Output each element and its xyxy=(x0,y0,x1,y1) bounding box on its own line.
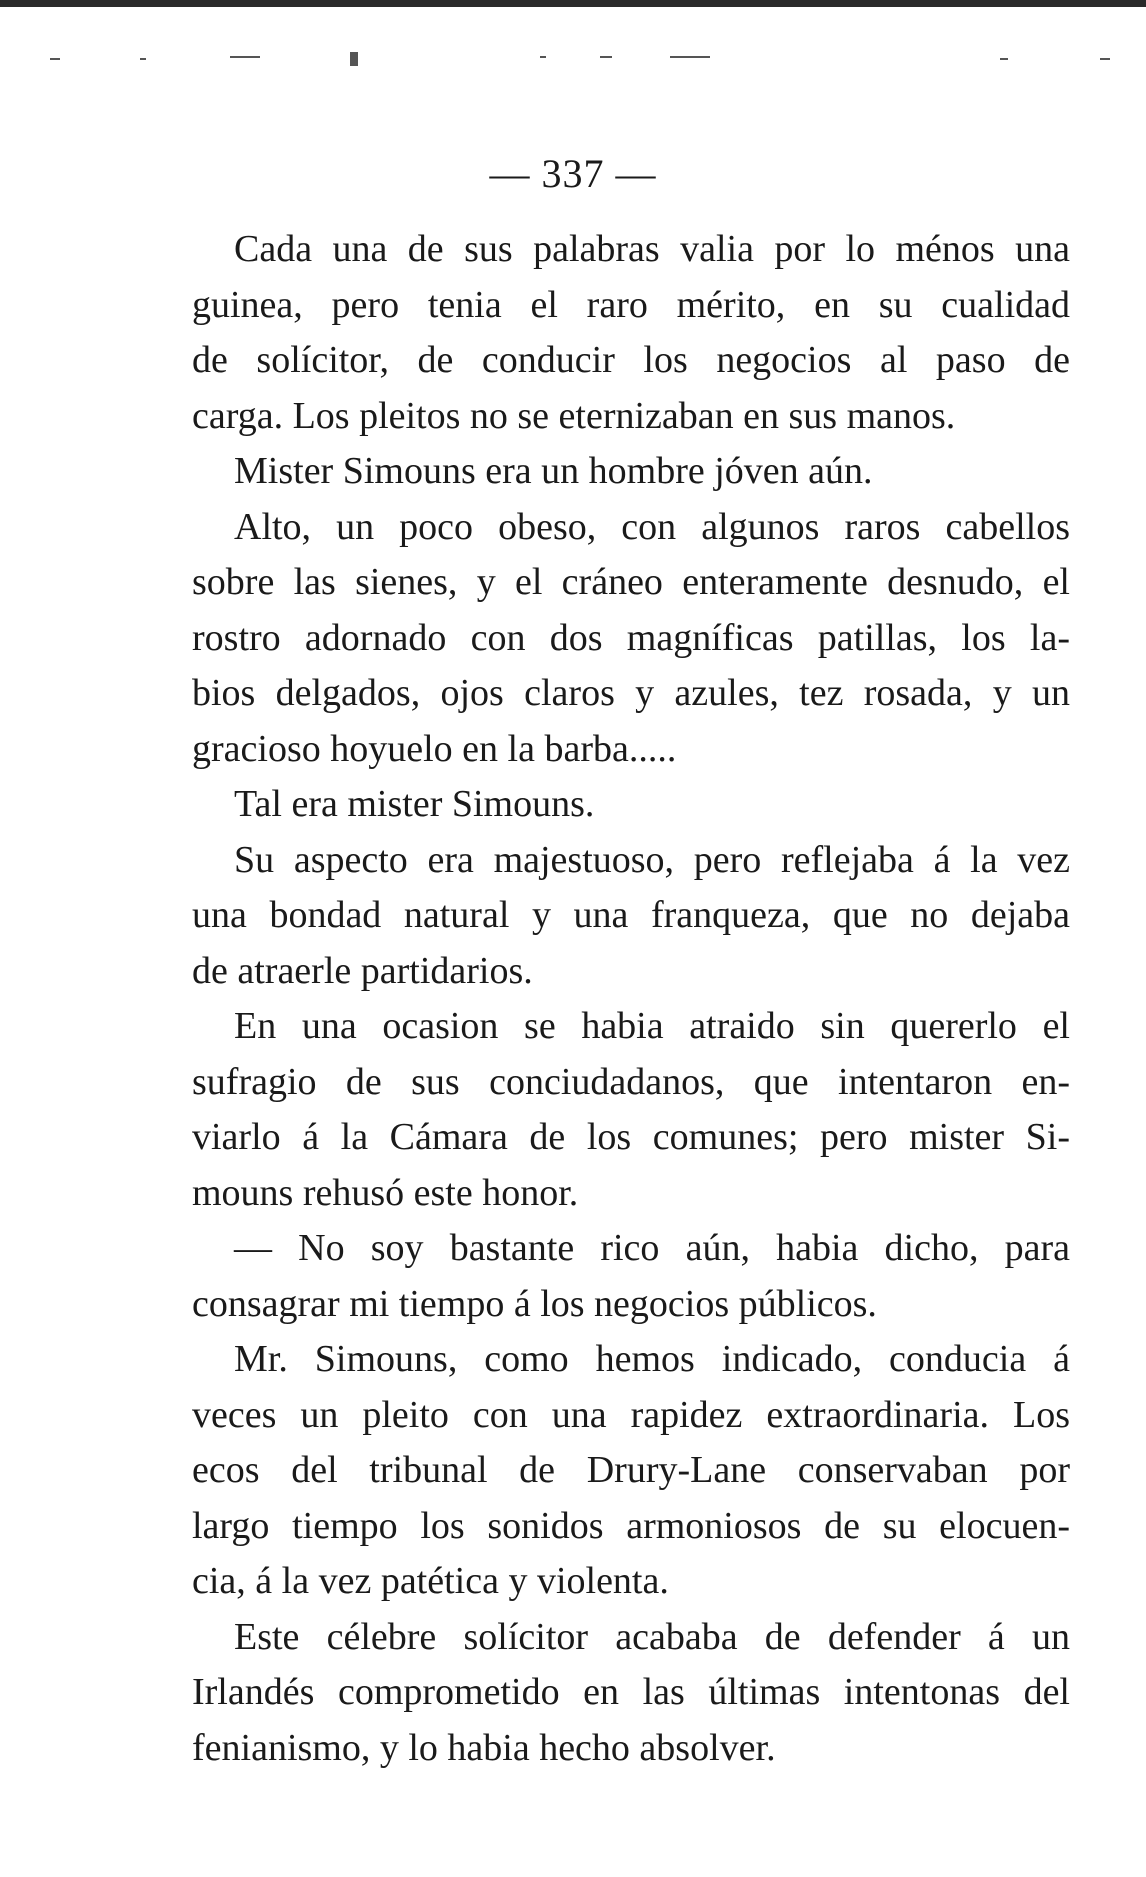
text-line: mouns rehusó este honor. xyxy=(192,1171,579,1214)
text-line: Mister Simouns era un hombre jóven aún. xyxy=(234,450,873,492)
paragraph-3 xyxy=(150,500,1070,778)
text-line: fenianismo, y lo habia hecho absolver. xyxy=(192,1726,776,1769)
text-line: Irlandés comprometido en las últimas intentonas del xyxy=(192,1671,1070,1713)
page-number: — 337 — xyxy=(489,151,657,196)
text-line: Este célebre solícitor acababa de defender á un xyxy=(234,1615,1070,1658)
text-line: una bondad natural y una franqueza, que no dejaba xyxy=(192,894,1070,936)
paragraph-7 xyxy=(150,1221,1070,1332)
text-line: largo tiempo los sonidos armoniosos de su elocuen- xyxy=(192,1504,1070,1547)
paragraph-5 xyxy=(150,833,1070,1000)
text-line: bios delgados, ojos claros y azules, tez rosada, y un xyxy=(192,672,1070,714)
paragraph-9 xyxy=(150,1610,1070,1777)
paragraph-4 xyxy=(150,777,1070,833)
text-line: rostro adornado con dos magníficas patillas, los la- xyxy=(192,616,1070,659)
text-line: sobre las sienes, y el cráneo enteramente desnudo, el xyxy=(192,561,1070,603)
text-line: carga. Los pleitos no se eternizaban en sus manos. xyxy=(192,394,956,437)
body-text xyxy=(150,222,1070,1776)
text-line: En una ocasion se habia atraido sin quererlo el xyxy=(234,1005,1070,1047)
paragraph-6 xyxy=(150,999,1070,1221)
text-line: Su aspecto era majestuoso, pero reflejaba á la vez xyxy=(234,838,1070,881)
text-line: veces un pleito con una rapidez extraordinaria. Los xyxy=(192,1393,1070,1436)
text-line: cia, á la vez patética y violenta. xyxy=(192,1560,669,1602)
print-specks xyxy=(0,44,1146,74)
text-line: — No soy bastante rico aún, habia dicho, para xyxy=(234,1227,1070,1269)
text-line: guinea, pero tenia el raro mérito, en su cualidad xyxy=(192,283,1070,326)
top-border-rule xyxy=(0,0,1146,7)
text-line: gracioso hoyuelo en la barba..... xyxy=(192,727,677,770)
text-line: de solícitor, de conducir los negocios al paso de xyxy=(192,339,1070,381)
paragraph-2 xyxy=(150,444,1070,500)
text-line: consagrar mi tiempo á los negocios públicos. xyxy=(192,1282,877,1325)
text-line: Alto, un poco obeso, con algunos raros cabellos xyxy=(234,505,1070,548)
text-line: ecos del tribunal de Drury-Lane conservaban por xyxy=(192,1449,1070,1491)
text-line: de atraerle partidarios. xyxy=(192,949,533,992)
paragraph-8 xyxy=(150,1332,1070,1610)
text-line: Mr. Simouns, como hemos indicado, conducia á xyxy=(234,1338,1070,1380)
text-line: sufragio de sus conciudadanos, que intentaron en- xyxy=(192,1060,1070,1103)
paragraph-1 xyxy=(150,222,1070,444)
text-line: Tal era mister Simouns. xyxy=(234,783,595,825)
text-line: Cada una de sus palabras valia por lo ménos una xyxy=(234,228,1070,270)
text-line: viarlo á la Cámara de los comunes; pero mister Si- xyxy=(192,1116,1070,1158)
